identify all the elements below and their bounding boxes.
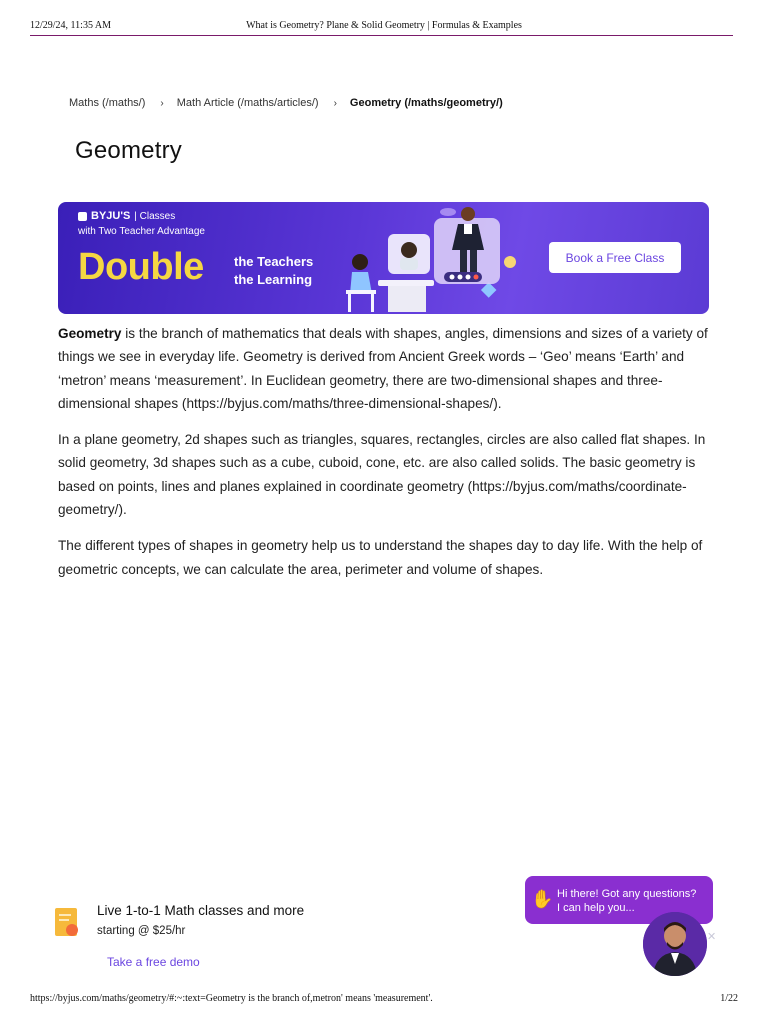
banner-tagline: with Two Teacher Advantage	[78, 226, 205, 237]
banner-headline: Double	[78, 246, 204, 288]
page-title: Geometry	[75, 137, 182, 164]
banner-subline-learning: the Learning	[234, 272, 313, 287]
banner-brand-suffix: | Classes	[134, 210, 176, 222]
breadcrumb-maths[interactable]: Maths (/maths/)	[69, 97, 146, 109]
take-free-demo-link[interactable]: Take a free demo	[107, 955, 200, 969]
print-doc-title: What is Geometry? Plane & Solid Geometry | Formulas & Examples	[246, 20, 522, 31]
print-header	[0, 0, 768, 38]
agent-portrait-icon	[643, 912, 707, 976]
article-paragraph	[58, 322, 710, 415]
banner-brand-name: BYJU'S	[91, 210, 131, 222]
article-paragraph: In a plane geometry, 2d shapes such as triangles, squares, rectangles, circles are also called flat shapes. In solid geometry, 3d shapes such as a cube, cuboid, cone, etc. are also called solids. The basic geometry is based on points, lines and planes explained in coordinate geometry (https://byjus.com/maths/coordinate-geometry/).	[58, 432, 706, 518]
breadcrumb	[69, 95, 503, 111]
promo-subtitle: starting @ $25/hr	[97, 925, 186, 937]
chat-line-2: I can help you...	[557, 902, 635, 914]
waving-hand-icon: ✋	[531, 889, 554, 909]
chat-line-1: Hi there! Got any questions?	[557, 888, 697, 900]
breadcrumb-geometry[interactable]: Geometry (/maths/geometry/)	[349, 97, 503, 109]
chevron-right-icon: ›	[160, 97, 164, 109]
close-icon[interactable]: ✕	[707, 931, 717, 943]
print-footer	[0, 990, 768, 1010]
print-date: 12/29/24, 11:35 AM	[30, 20, 112, 31]
breadcrumb-math-article[interactable]: Math Article (/maths/articles/)	[176, 97, 319, 109]
chevron-right-icon: ›	[333, 97, 337, 109]
print-url: https://byjus.com/maths/geometry/#:~:text=Geometry is the branch of,metron' means 'measurement'.	[30, 993, 433, 1004]
print-page-number: 1/22	[720, 993, 738, 1004]
teachers-illustration	[338, 202, 528, 314]
worksheet-icon	[53, 906, 79, 938]
byjus-logo-icon	[78, 212, 87, 221]
banner-subline-teachers: the Teachers	[234, 254, 314, 269]
header-divider	[30, 35, 733, 36]
book-free-class-button[interactable]: Book a Free Class	[549, 242, 681, 273]
promo-banner[interactable]	[58, 202, 709, 314]
article-paragraph: The different types of shapes in geometry help us to understand the shapes day to day life. With the help of geometric concepts, we can calculate the area, perimeter and volume of shapes.	[58, 538, 703, 577]
banner-brand	[78, 210, 175, 222]
article-term-bold: Geometry	[58, 326, 122, 341]
chat-message	[557, 887, 696, 915]
promo-title: Live 1-to-1 Math classes and more	[97, 903, 305, 918]
article-paragraph-text: is the branch of mathematics that deals with shapes, angles, dimensions and sizes of a variety of things we see in everyday life. Geometry is derived from Ancient Greek words – ‘Geo’ means ‘Earth’ and ‘metron’ means ‘measurement’. In Euclidean geometry, there are two-dimensional shapes and three-dimensional shapes (https://byjus.com/maths/three-dimensional-shapes/).	[58, 326, 708, 411]
chat-agent-avatar[interactable]	[643, 912, 707, 976]
article-body	[58, 322, 710, 594]
